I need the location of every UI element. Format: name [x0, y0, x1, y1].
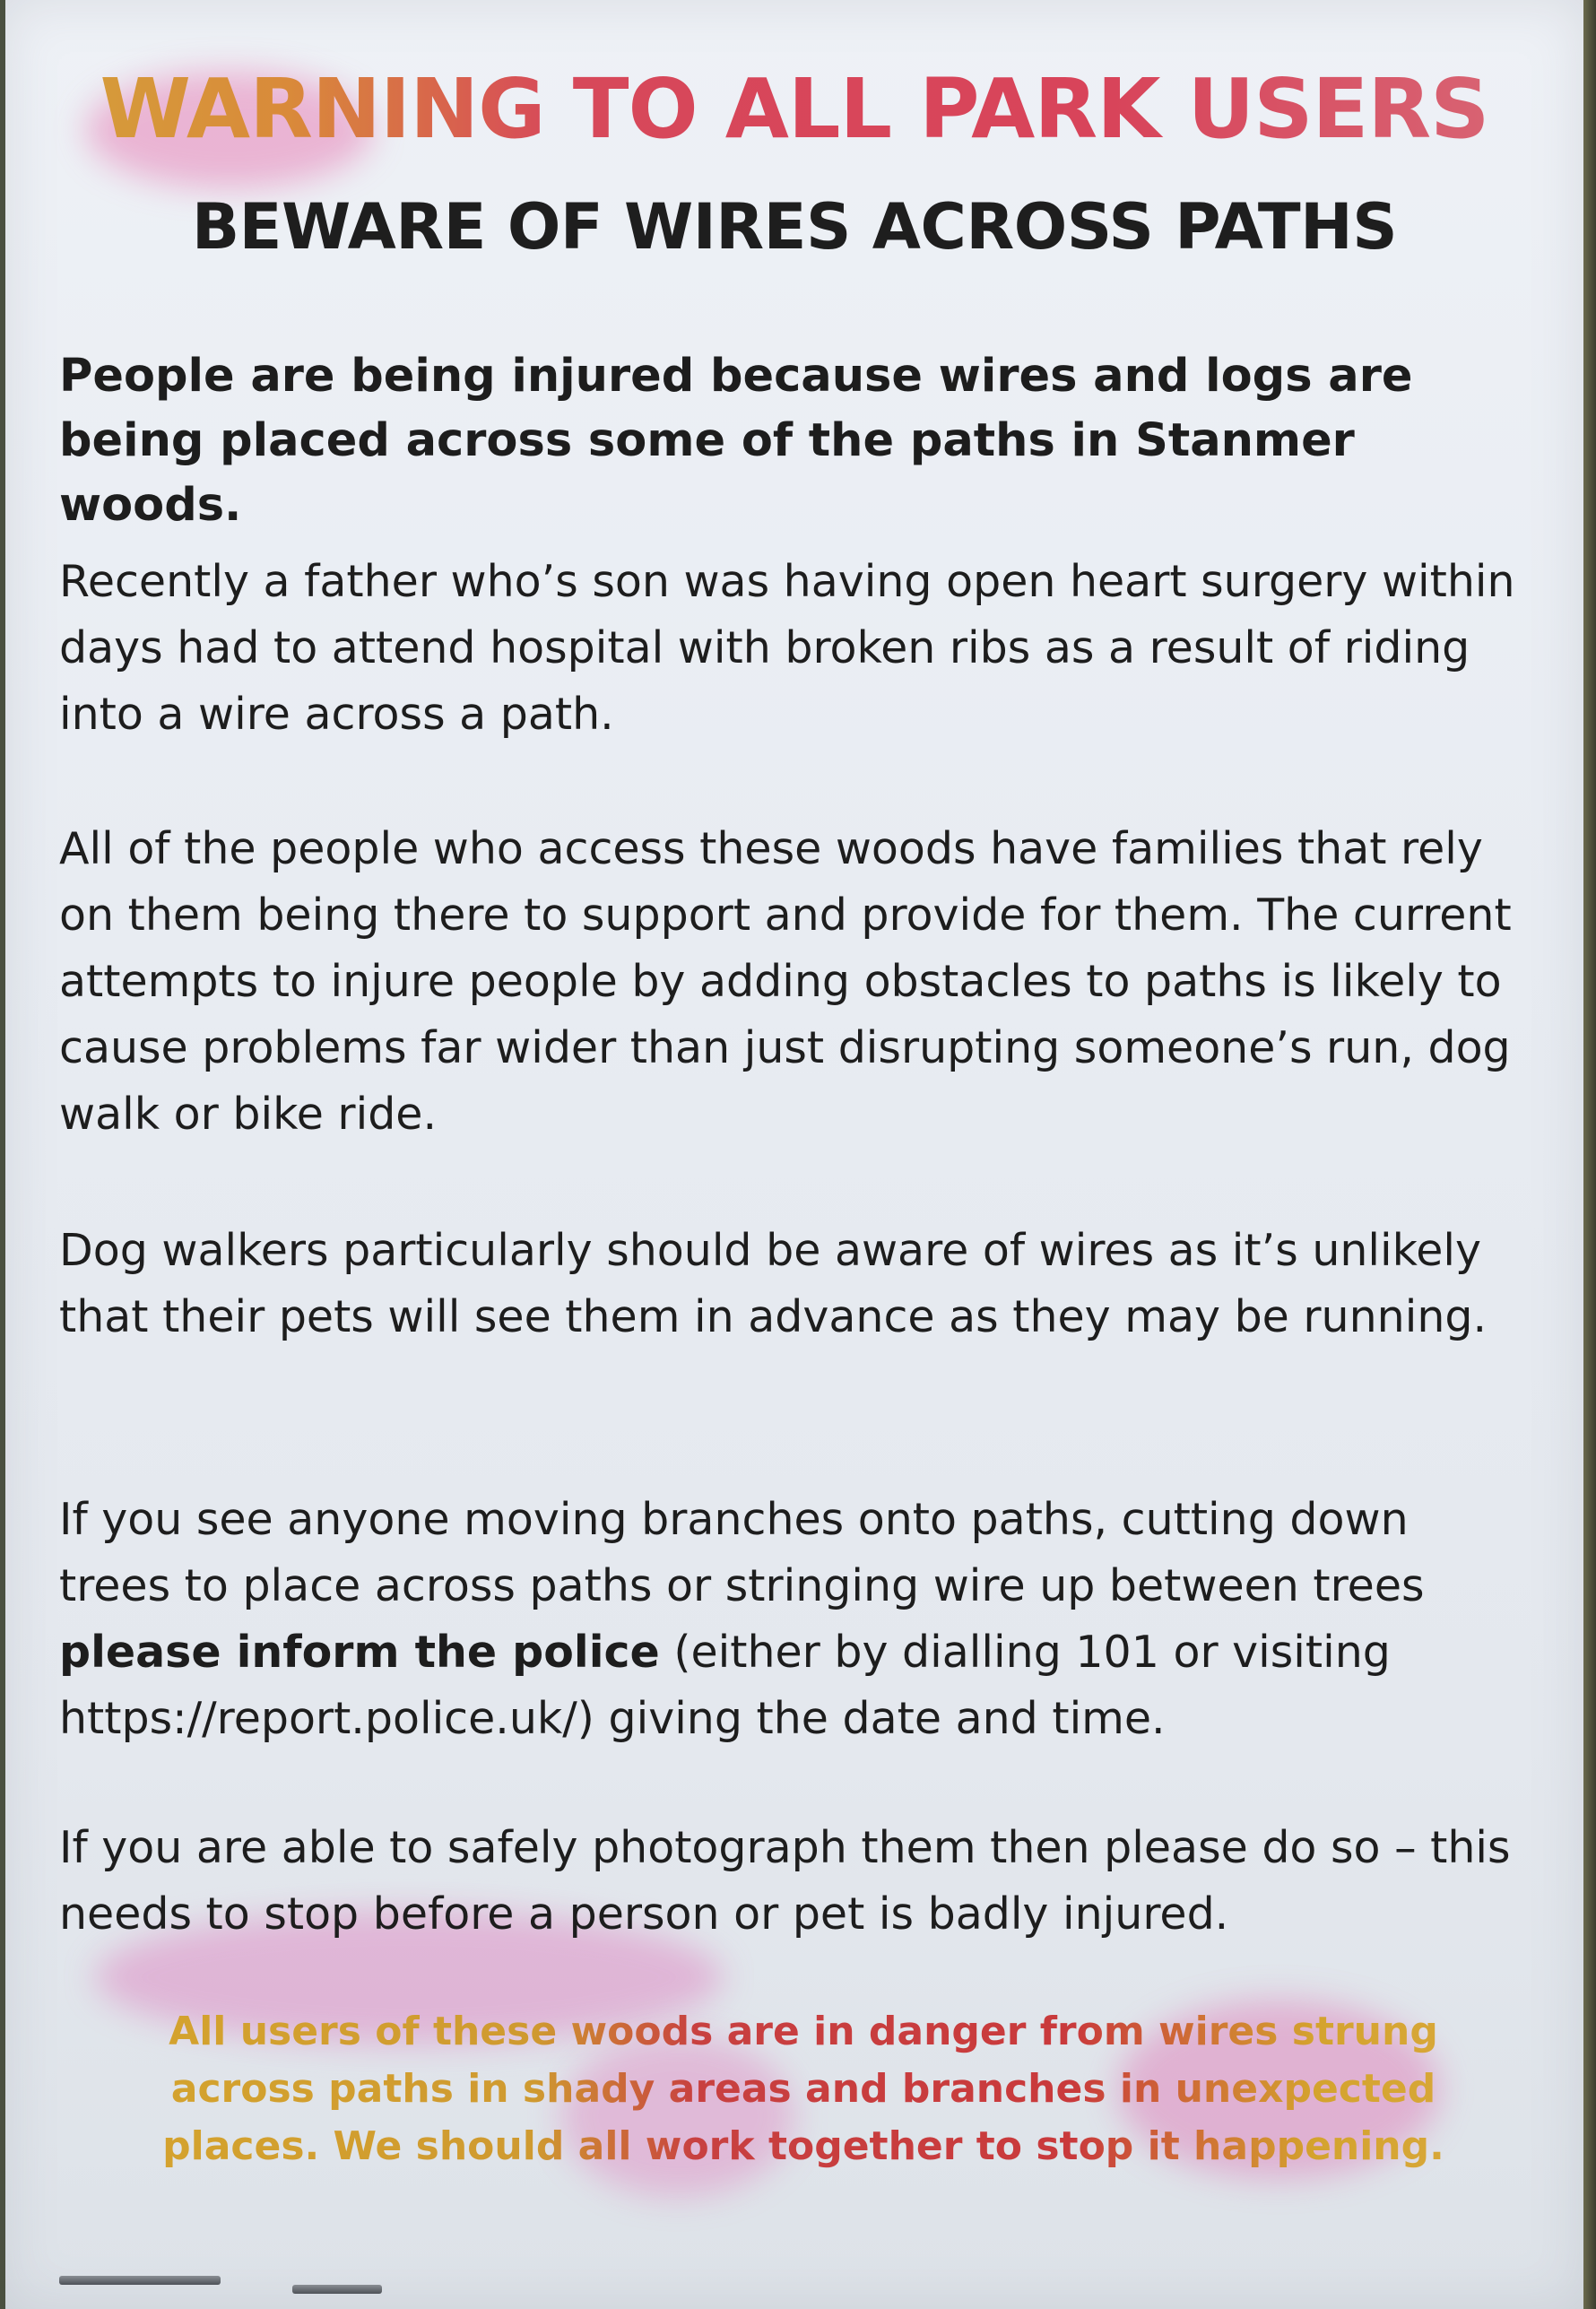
inform-police-emphasis: please inform the police: [59, 1627, 660, 1678]
notice-sheet: [5, 0, 1583, 2309]
beware-subtitle: BEWARE OF WIRES ACROSS PATHS: [191, 190, 1398, 264]
staple: [292, 2285, 382, 2294]
lead-paragraph: People are being injured because wires and logs are being placed across some of the paths in Stanmer woods.: [59, 350, 1413, 532]
paragraph-families: All of the people who access these woods have families that rely on them being there to support and provide for them. The current attempts to injure people by adding obstacles to paths is likely to cause problems far wider than just disrupting someone’s run, dog walk or bike ride.: [59, 823, 1512, 1140]
staple: [59, 2276, 221, 2285]
warning-title: WARNING TO ALL PARK USERS: [5, 61, 1583, 157]
paragraph-dog-walkers: Dog walkers particularly should be aware of wires as it’s unlikely that their pets will see them in advance as they may be running.: [59, 1225, 1488, 1342]
paragraph-inform-police: [59, 1487, 1530, 1752]
paragraph-photograph: If you are able to safely photograph them then please do so – this needs to stop before a person or pet is badly injured.: [59, 1822, 1511, 1940]
paragraph-4-end: (either by dialling 101 or visiting https://report.police.uk/) giving the date and time.: [59, 1627, 1391, 1744]
paragraph-4-start: If you see anyone moving branches onto paths, cutting down trees to place across paths or stringing wire up between trees: [59, 1494, 1425, 1611]
footer-warning: All users of these woods are in danger from wires strung across paths in shady areas and branches in unexpected places. We should all work together to stop it happening.: [131, 2003, 1476, 2175]
paragraph-hospital: Recently a father who’s son was having open heart surgery within days had to attend hospital with broken ribs as a result of riding into a wire across a path.: [59, 556, 1515, 740]
background-edge: [1583, 0, 1596, 2309]
